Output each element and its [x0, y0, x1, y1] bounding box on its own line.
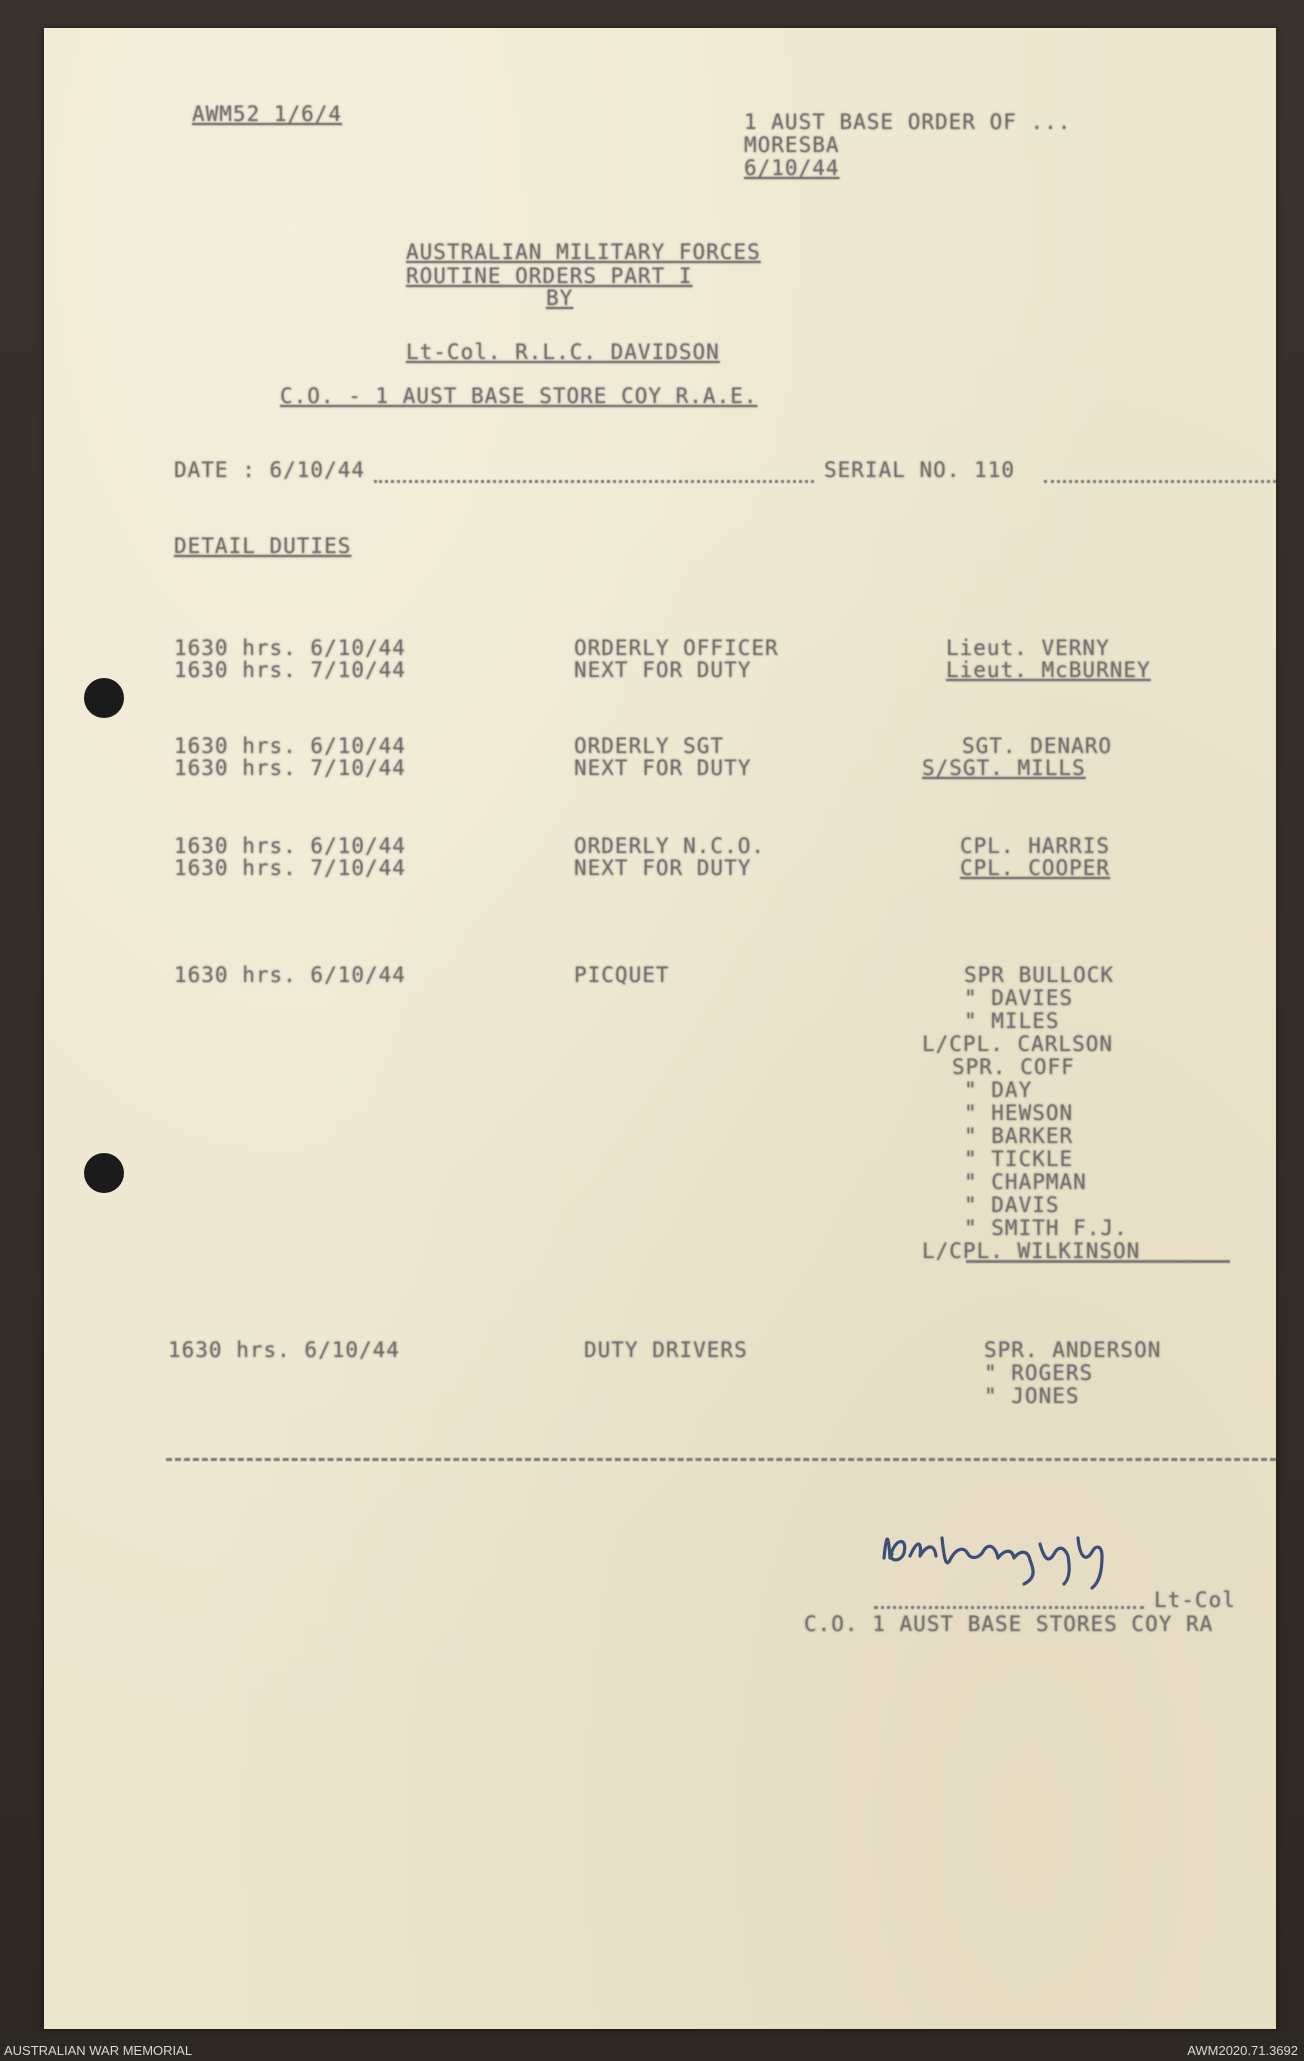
- roster-entry: " HEWSON: [964, 1101, 1074, 1125]
- signatory-rank: Lt-Col: [1154, 1588, 1236, 1612]
- duty-name: NEXT FOR DUTY: [574, 756, 752, 780]
- signature: [864, 1498, 1194, 1608]
- assigned-person: Lieut. VERNY: [946, 636, 1110, 660]
- date-label: DATE : 6/10/44: [174, 458, 366, 482]
- duty-time: 1630 hrs. 7/10/44: [174, 756, 406, 780]
- roster-entry: L/CPL. WILKINSON: [922, 1239, 1141, 1263]
- roster-entry: " BARKER: [964, 1124, 1074, 1148]
- roster-entry: " ROGERS: [984, 1361, 1094, 1385]
- duty-name: ORDERLY OFFICER: [574, 636, 779, 660]
- duty-name: ORDERLY SGT: [574, 734, 725, 758]
- roster-rule: [966, 1260, 1230, 1263]
- duty-time: 1630 hrs. 6/10/44: [174, 636, 406, 660]
- duty-name: DUTY DRIVERS: [584, 1338, 748, 1362]
- roster-entry: " DAY: [964, 1078, 1033, 1102]
- duty-name: PICQUET: [574, 963, 670, 987]
- assigned-person: Lieut. McBURNEY: [946, 658, 1151, 682]
- roster-entry: " DAVIES: [964, 986, 1074, 1010]
- assigned-person: S/SGT. MILLS: [922, 756, 1086, 780]
- assigned-person: CPL. HARRIS: [960, 834, 1111, 858]
- roster-entry: " MILES: [964, 1009, 1060, 1033]
- serial-label: SERIAL NO. 110: [824, 458, 1016, 482]
- roster-entry: L/CPL. CARLSON: [922, 1032, 1114, 1056]
- duty-time: 1630 hrs. 7/10/44: [174, 856, 406, 880]
- assigned-person: CPL. COOPER: [960, 856, 1111, 880]
- duty-name: ORDERLY N.C.O.: [574, 834, 766, 858]
- reference-number: AWM52 1/6/4: [192, 102, 343, 126]
- roster-entry: " DAVIS: [964, 1193, 1060, 1217]
- unit-line-2: MORESBA: [744, 133, 840, 157]
- duty-name: NEXT FOR DUTY: [574, 856, 752, 880]
- roster-entry: " SMITH F.J.: [964, 1216, 1128, 1240]
- title-line-4: Lt-Col. R.L.C. DAVIDSON: [406, 340, 720, 364]
- title-line-5: C.O. - 1 AUST BASE STORE COY R.A.E.: [280, 384, 758, 408]
- signature-line: [874, 1606, 1144, 1609]
- signatory-title: C.O. 1 AUST BASE STORES COY RA: [804, 1612, 1214, 1636]
- roster-entry: SPR. COFF: [952, 1055, 1075, 1079]
- serial-leader-dots: [1044, 480, 1276, 483]
- duty-time: 1630 hrs. 7/10/44: [174, 658, 406, 682]
- document-page: [44, 28, 1276, 2029]
- title-line-2: ROUTINE ORDERS PART I: [406, 264, 693, 288]
- punch-hole-bottom: [84, 1153, 124, 1193]
- date-leader-dots: [374, 480, 814, 483]
- assigned-person: SGT. DENARO: [962, 734, 1113, 758]
- roster-entry: " CHAPMAN: [964, 1170, 1087, 1194]
- duty-time: 1630 hrs. 6/10/44: [174, 963, 406, 987]
- date-top: 6/10/44: [744, 156, 840, 180]
- punch-hole-top: [84, 678, 124, 718]
- roster-entry: " TICKLE: [964, 1147, 1074, 1171]
- duty-time: 1630 hrs. 6/10/44: [168, 1338, 400, 1362]
- archive-accession-number: AWM2020.71.3692: [1187, 2043, 1298, 2058]
- duty-time: 1630 hrs. 6/10/44: [174, 734, 406, 758]
- title-line-1: AUSTRALIAN MILITARY FORCES: [406, 240, 761, 264]
- unit-line-1: 1 AUST BASE ORDER OF ...: [744, 110, 1072, 134]
- duty-name: NEXT FOR DUTY: [574, 658, 752, 682]
- roster-entry: SPR BULLOCK: [964, 963, 1115, 987]
- roster-entry: SPR. ANDERSON: [984, 1338, 1162, 1362]
- section-divider: [166, 1458, 1276, 1461]
- archive-credit: AUSTRALIAN WAR MEMORIAL: [4, 2043, 193, 2058]
- section-heading: DETAIL DUTIES: [174, 534, 352, 558]
- duty-time: 1630 hrs. 6/10/44: [174, 834, 406, 858]
- title-line-3: BY: [546, 286, 574, 310]
- roster-entry: " JONES: [984, 1384, 1080, 1408]
